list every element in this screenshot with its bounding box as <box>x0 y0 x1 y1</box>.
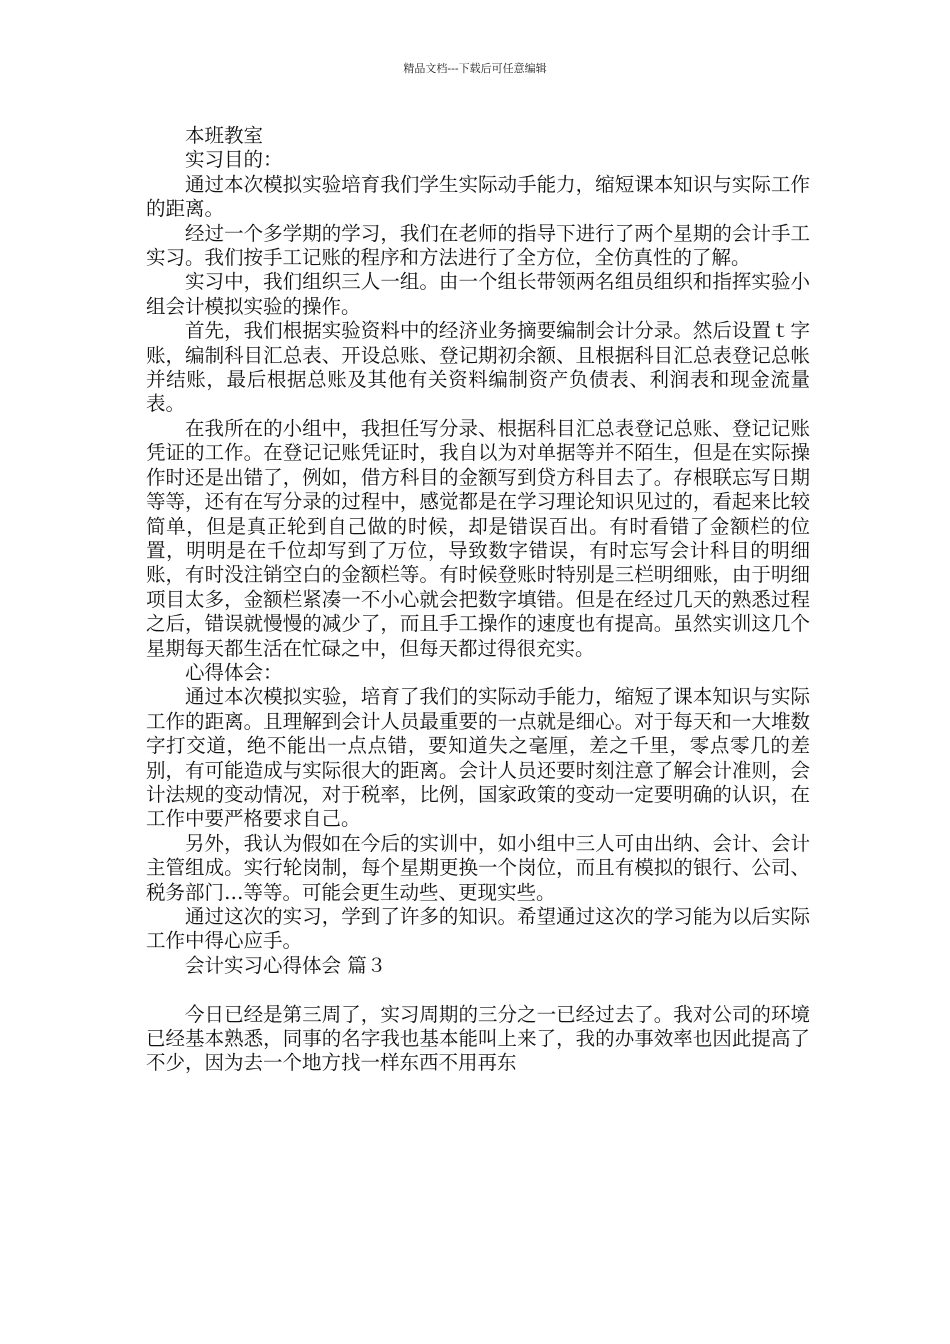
purpose-paragraph: 通过本次模拟实验培育我们学生实际动手能力，缩短课本知识与实际工作的距离。 <box>146 172 810 221</box>
steps-paragraph: 首先，我们根据实验资料中的经济业务摘要编制会计分录。然后设置ｔ字账，编制科目汇总表、开设总账、登记期初余额、且根据科目汇总表登记总帐并结账，最后根据总账及其他有关资料编制资产负债表、利润表和现金流量表。 <box>146 319 810 416</box>
page-header: 精品文档---下载后可任意编辑 <box>403 62 547 75</box>
insight-paragraph-2: 另外，我认为假如在今后的实训中，如小组中三人可由出纳、会计、会计主管组成。实行轮岗制，每个星期更换一个岗位，而且有模拟的银行、公司、税务部门…等等。可能会更生动些、更现实些。 <box>146 831 810 904</box>
insights-heading: 心得体会： <box>185 660 283 684</box>
insight-paragraph-1: 通过本次模拟实验，培育了我们的实际动手能力，缩短了课本知识与实际工作的距离。且理解到会计人员最重要的一点就是细心。对于每天和一大堆数字打交道，绝不能出一点点错，要知道失之毫厘，差之千里，零点零几的差别，有可能造成与实际很大的距离。会计人员还要时刻注意了解会计准则，会计法规的变动情况，对于税率，比例，国家政策的变动一定要明确的认识，在工作中要严格要求自己。 <box>146 685 810 831</box>
insight-paragraph-3: 通过这次的实习，学到了许多的知识。希望通过这次的学习能为以后实际工作中得心应手。 <box>146 905 810 953</box>
location-line: 本班教室 <box>185 124 264 147</box>
section-title: 会计实习心得体会 篇３ <box>185 953 387 977</box>
role-paragraph: 在我所在的小组中，我担任写分录、根据科目汇总表登记总账、登记记账凭证的工作。在登记记账凭证时，我自以为对单据等并不陌生，但是在实际操作时还是出错了，例如，借方科目的金额写到贷方科目去了。存根联忘写日期等等，还有在写分录的过程中，感觉都是在学习理论知识见过的，看起来比较简单，但是真正轮到自己做的时候，却是错误百出。有时看错了金额栏的位置，明明是在千位却写到了万位，导致数字错误，有时忘写会计科目的明细账，有时没注销空白的金额栏等。有时候登账时特别是三栏明细账，由于明细项目太多，金额栏紧凑一不小心就会把数字填错。但是在经过几天的熟悉过程之后，错误就慢慢的减少了，而且手工操作的速度也有提高。虽然实训这几个星期每天都生活在忙碌之中，但每天都过得很充实。 <box>146 416 810 660</box>
week3-paragraph: 今日已经是第三周了，实习周期的三分之一已经过去了。我对公司的环境已经基本熟悉，同事的名字我也基本能叫上来了，我的办事效率也因此提高了不少，因为去一个地方找一样东西不用再东 <box>146 1002 810 1075</box>
purpose-heading: 实习目的： <box>185 148 283 172</box>
blank-line <box>146 978 810 1002</box>
groups-paragraph: 实习中，我们组织三人一组。由一个组长带领两名组员组织和指挥实验小组会计模拟实验的操作。 <box>146 270 810 318</box>
intro-paragraph: 经过一个多学期的学习，我们在老师的指导下进行了两个星期的会计手工实习。我们按手工记账的程序和方法进行了全方位，全仿真性的了解。 <box>146 221 810 270</box>
document-body <box>146 124 810 1076</box>
